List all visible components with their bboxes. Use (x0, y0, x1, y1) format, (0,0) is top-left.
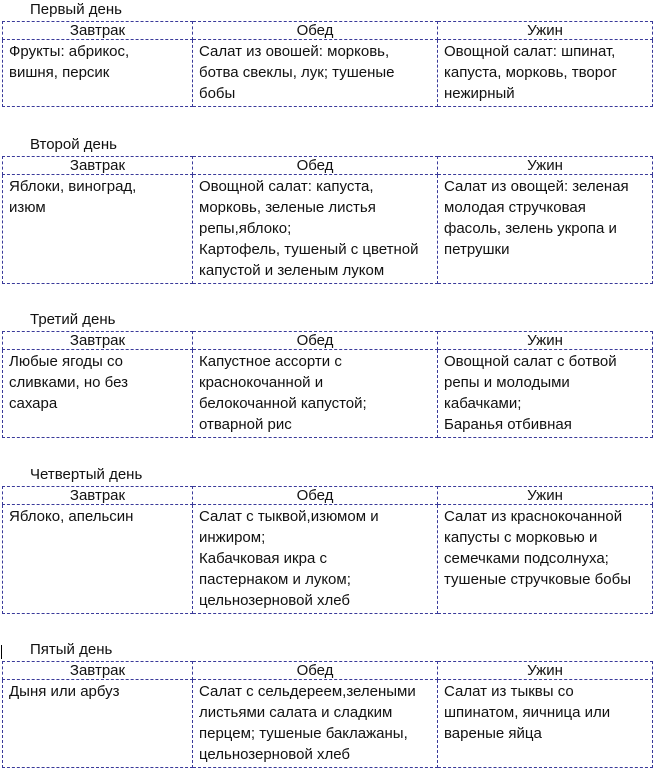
day-menu-table (2, 21, 653, 107)
meal-text-line: Яблоки, виноград, (9, 178, 137, 195)
meal-text-line: Салат с сельдереем,зелеными (199, 683, 416, 700)
column-header-dinner: Ужин (438, 662, 653, 680)
meal-text-line: листьями салата и сладким (199, 704, 393, 721)
meal-cell-breakfast (3, 175, 193, 284)
column-header-dinner: Ужин (438, 22, 653, 40)
meal-cell-breakfast (3, 40, 193, 107)
table-row (3, 680, 653, 768)
meal-text-line: морковь, зеленые листья (199, 199, 376, 216)
table-row (3, 175, 653, 284)
meal-cell-dinner (438, 175, 653, 284)
day-title: Второй день (30, 136, 117, 153)
day-menu-table (2, 661, 653, 768)
day-title: Пятый день (30, 641, 113, 658)
table-header-row (3, 332, 653, 350)
meal-cell-dinner (438, 505, 653, 614)
day-title: Четвертый день (30, 466, 143, 483)
meal-text-line: изюм (9, 199, 46, 216)
text-cursor (1, 645, 2, 659)
table-row (3, 40, 653, 107)
meal-text-line: нежирный (444, 85, 515, 102)
meal-text-line: сливками, но без (9, 374, 128, 391)
meal-cell-lunch (193, 350, 438, 438)
column-header-lunch: Обед (193, 157, 438, 175)
meal-cell-breakfast (3, 350, 193, 438)
meal-text-line: Яблоко, апельсин (9, 508, 134, 525)
meal-text-line: капустой и зеленым луком (199, 262, 385, 279)
meal-text-line: тушеные стручковые бобы (444, 571, 631, 588)
meal-cell-breakfast (3, 505, 193, 614)
day-title: Первый день (30, 1, 122, 18)
table-header-row (3, 157, 653, 175)
table-row (3, 505, 653, 614)
meal-text-line: Овощной салат: шпинат, (444, 43, 616, 60)
meal-text-line: Любые ягоды со (9, 353, 123, 370)
meal-text-line: вишня, персик (9, 64, 110, 81)
meal-text-line: Кабачковая икра с (199, 550, 327, 567)
meal-text-line: молодая стручковая (444, 199, 586, 216)
meal-text-line: сахара (9, 395, 58, 412)
meal-text-line: краснокочанной и (199, 374, 324, 391)
column-header-breakfast: Завтрак (3, 332, 193, 350)
meal-text-line: кабачками; (444, 395, 522, 412)
meal-cell-lunch (193, 680, 438, 768)
day-menu-table (2, 331, 653, 438)
column-header-dinner: Ужин (438, 157, 653, 175)
meal-text-line: Овощной салат: капуста, (199, 178, 374, 195)
meal-text-line: ботва свеклы, лук; тушеные (199, 64, 395, 81)
meal-text-line: Фрукты: абрикос, (9, 43, 130, 60)
meal-text-line: пастернаком и луком; (199, 571, 351, 588)
meal-cell-lunch (193, 175, 438, 284)
day-menu-table (2, 156, 653, 284)
meal-text-line: репы,яблоко; (199, 220, 292, 237)
meal-text-line: петрушки (444, 241, 510, 258)
meal-text-line: Овощной салат с ботвой (444, 353, 617, 370)
meal-text-line: белокочанной капустой; (199, 395, 367, 412)
meal-text-line: инжиром; (199, 529, 266, 546)
column-header-breakfast: Завтрак (3, 22, 193, 40)
meal-text-line: Салат с тыквой,изюмом и (199, 508, 379, 525)
meal-text-line: репы и молодыми (444, 374, 570, 391)
meal-text-line: Картофель, тушеный с цветной (199, 241, 419, 258)
table-header-row (3, 22, 653, 40)
column-header-dinner: Ужин (438, 487, 653, 505)
column-header-breakfast: Завтрак (3, 157, 193, 175)
column-header-lunch: Обед (193, 487, 438, 505)
meal-cell-lunch (193, 40, 438, 107)
meal-text-line: цельнозерновой хлеб (199, 592, 351, 609)
meal-text-line: Капустное ассорти с (199, 353, 342, 370)
meal-text-line: Салат из краснокочанной (444, 508, 623, 525)
day-menu-table (2, 486, 653, 614)
meal-text-line: Дыня или арбуз (9, 683, 120, 700)
meal-cell-dinner (438, 350, 653, 438)
meal-cell-lunch (193, 505, 438, 614)
meal-text-line: шпинатом, яичница или (444, 704, 611, 721)
column-header-lunch: Обед (193, 332, 438, 350)
meal-cell-breakfast (3, 680, 193, 768)
meal-text-line: бобы (199, 85, 236, 102)
meal-text-line: цельнозерновой хлеб (199, 746, 351, 763)
meal-text-line: отварной рис (199, 416, 292, 433)
table-header-row (3, 662, 653, 680)
day-title: Третий день (30, 311, 116, 328)
meal-text-line: фасоль, зелень укропа и (444, 220, 617, 237)
meal-text-line: Салат из овощей: зеленая (444, 178, 629, 195)
column-header-breakfast: Завтрак (3, 662, 193, 680)
meal-text-line: Баранья отбивная (444, 416, 572, 433)
column-header-lunch: Обед (193, 662, 438, 680)
meal-text-line: капусты с морковью и (444, 529, 598, 546)
column-header-breakfast: Завтрак (3, 487, 193, 505)
meal-cell-dinner (438, 40, 653, 107)
meal-text-line: семечками подсолнуха; (444, 550, 609, 567)
meal-text-line: вареные яйца (444, 725, 542, 742)
meal-text-line: Салат из тыквы со (444, 683, 574, 700)
column-header-dinner: Ужин (438, 332, 653, 350)
meal-text-line: перцем; тушеные баклажаны, (199, 725, 408, 742)
meal-cell-dinner (438, 680, 653, 768)
column-header-lunch: Обед (193, 22, 438, 40)
meal-text-line: капуста, морковь, творог (444, 64, 617, 81)
table-row (3, 350, 653, 438)
meal-text-line: Салат из овошей: морковь, (199, 43, 390, 60)
table-header-row (3, 487, 653, 505)
